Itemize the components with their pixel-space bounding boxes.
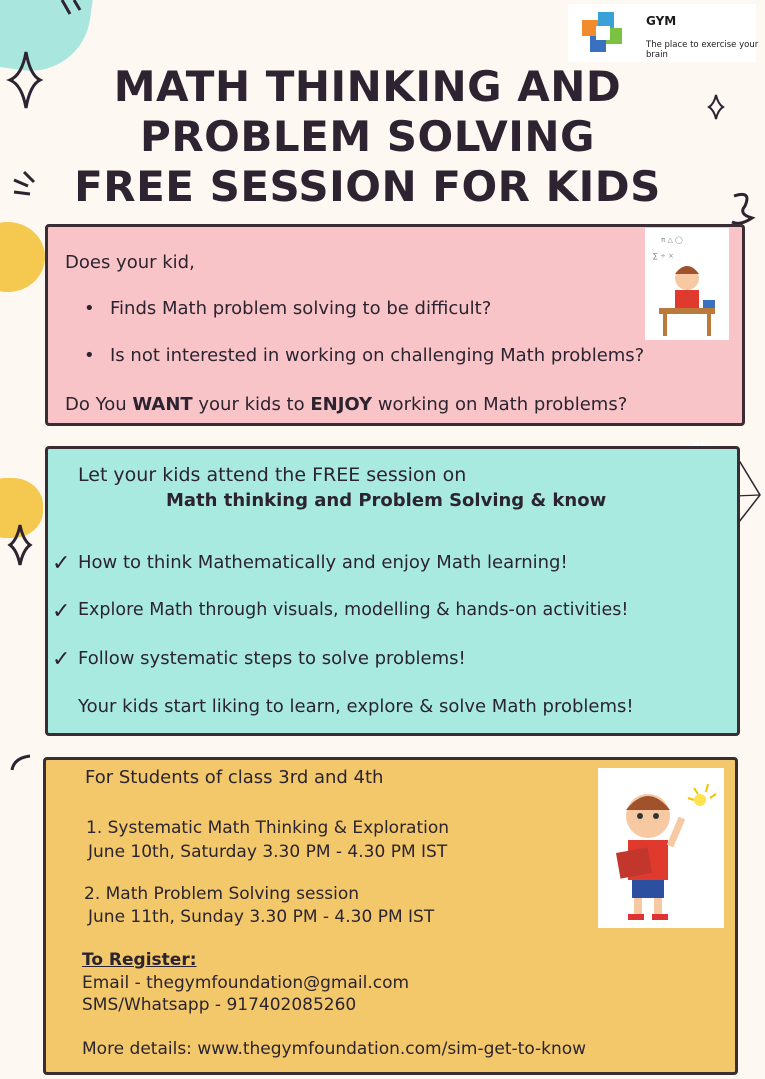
pink-question: Do You WANT your kids to ENJOY working on Math problems?: [65, 394, 628, 415]
sparkle-icon: [10, 525, 30, 565]
session-2-title: 2. Math Problem Solving session: [84, 884, 360, 904]
logo-tagline: The place to exercise your brain: [646, 40, 759, 60]
hook-icon: [12, 756, 30, 770]
dash-marks-icon: [62, 0, 80, 14]
pink-bullet: • Finds Math problem solving to be difficult?: [110, 298, 491, 319]
teal-check-item: Follow systematic steps to solve problems!: [78, 648, 466, 669]
register-email[interactable]: Email - thegymfoundation@gmail.com: [82, 973, 410, 993]
checkmark-icon: ✓: [52, 551, 71, 576]
teal-line-2: Math thinking and Problem Solving & know: [166, 490, 607, 511]
pink-bullet: • Is not interested in working on challenging Math problems?: [110, 345, 644, 366]
more-details-link[interactable]: More details: www.thegymfoundation.com/sim-get-to-know: [82, 1039, 587, 1059]
teal-closing: Your kids start liking to learn, explore & solve Math problems!: [78, 696, 634, 717]
checkmark-icon: ✓: [52, 647, 71, 672]
kid-at-desk-illustration: [645, 228, 729, 340]
pink-intro: Does your kid,: [65, 252, 195, 273]
teal-check-item: How to think Mathematically and enjoy Math learning!: [78, 552, 568, 573]
audience-text: For Students of class 3rd and 4th: [85, 767, 384, 788]
session-1-time: June 10th, Saturday 3.30 PM - 4.30 PM IST: [88, 842, 448, 862]
teal-line-1: Let your kids attend the FREE session on: [78, 464, 467, 486]
session-2-time: June 11th, Sunday 3.30 PM - 4.30 PM IST: [88, 907, 435, 927]
register-sms[interactable]: SMS/Whatsapp - 917402085260: [82, 995, 357, 1015]
teal-check-item: Explore Math through visuals, modelling & hands-on activities!: [78, 600, 629, 620]
swirl-icon: [732, 194, 752, 223]
svg-text:π △ ◯: π △ ◯: [661, 236, 683, 244]
title-line-2: PROBLEM SOLVING: [140, 112, 595, 161]
title-line-1: MATH THINKING AND: [113, 62, 622, 111]
gym-logo-icon: [580, 10, 626, 56]
boy-reading-illustration: [598, 768, 724, 928]
session-1-title: 1. Systematic Math Thinking & Exploration: [86, 818, 450, 838]
svg-text:∑ ÷ ×: ∑ ÷ ×: [653, 252, 674, 260]
register-label: To Register:: [82, 950, 197, 970]
title-line-3: FREE SESSION FOR KIDS: [74, 162, 661, 211]
checkmark-icon: ✓: [52, 599, 71, 624]
logo-name: GYM: [646, 14, 677, 28]
